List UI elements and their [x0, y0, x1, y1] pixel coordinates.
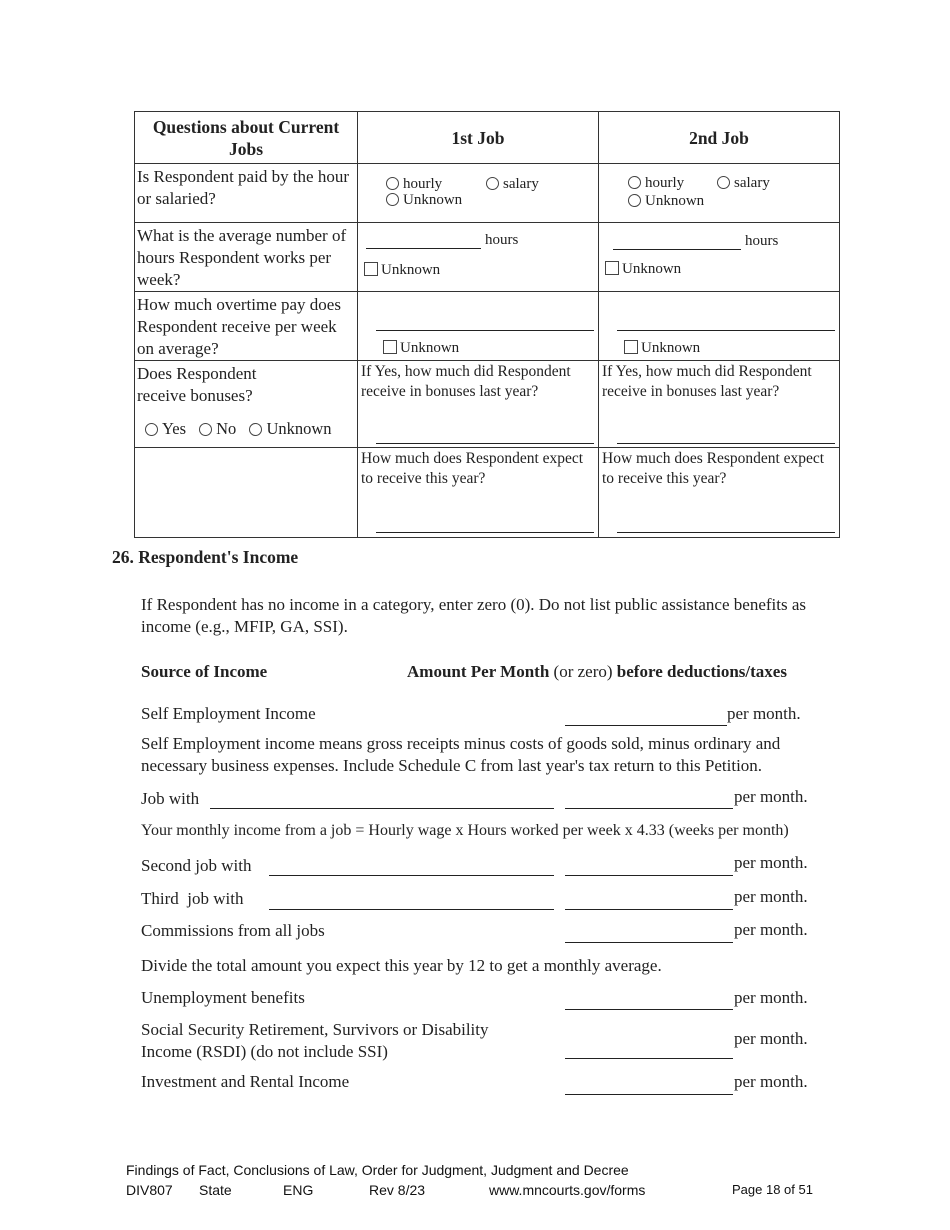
job2-overtime-cell	[599, 292, 840, 361]
per-month-label: per month.	[734, 920, 808, 939]
job2-salary-radio[interactable]: salary	[717, 174, 770, 192]
checkbox-icon	[364, 262, 378, 276]
job1-unknown-radio[interactable]: Unknown	[386, 191, 462, 209]
per-month-label: per month.	[734, 988, 808, 1007]
commissions-label: Commissions from all jobs	[141, 921, 325, 940]
per-month-label: per month.	[734, 1029, 808, 1048]
radio-icon	[145, 423, 158, 436]
job2-overtime-unknown-checkbox[interactable]: Unknown	[624, 339, 700, 357]
footer-url[interactable]: www.mncourts.gov/forms	[489, 1182, 646, 1198]
per-month-label: per month.	[734, 787, 808, 806]
unemployment-amount-input[interactable]	[565, 1009, 733, 1010]
footer-state: State	[199, 1182, 232, 1198]
section-intro: If Respondent has no income in a category, enter zero (0). Do not list public assistance benefits as income (e.g., MFIP, GA, SSI).	[141, 595, 807, 636]
question-bonuses: Does Respondent receive bonuses?	[137, 364, 257, 405]
footer-title: Findings of Fact, Conclusions of Law, Order for Judgment, Judgment and Decree	[126, 1162, 629, 1178]
job1-hours-unknown-checkbox[interactable]: Unknown	[364, 261, 440, 279]
rsdi-label-line2: Income (RSDI) (do not include SSI)	[141, 1042, 388, 1061]
section-title: 26. Respondent's Income	[112, 547, 299, 567]
job1-bonus-last-year-label: If Yes, how much did Respondent receive in bonuses last year?	[361, 363, 571, 400]
second-job-employer-input[interactable]	[269, 875, 554, 876]
bonuses-radio-group	[145, 418, 332, 440]
job-amount-input[interactable]	[565, 808, 733, 809]
job2-hours-input[interactable]	[613, 249, 741, 250]
radio-icon	[386, 177, 399, 190]
empty-cell	[135, 448, 358, 538]
commissions-amount-input[interactable]	[565, 942, 733, 943]
investment-amount-input[interactable]	[565, 1094, 733, 1095]
per-month-label: per month.	[734, 853, 808, 872]
second-job-label: Second job with	[141, 856, 252, 875]
commissions-note: Divide the total amount you expect this year by 12 to get a monthly average.	[141, 956, 662, 975]
bonuses-unknown-radio[interactable]: Unknown	[249, 419, 331, 438]
radio-icon	[628, 194, 641, 207]
footer-page-number: Page 18 of 51	[732, 1182, 813, 1197]
current-jobs-table	[134, 111, 840, 538]
radio-icon	[717, 176, 730, 189]
job2-bonus-this-year-label: How much does Respondent expect to receive this year?	[602, 450, 825, 487]
unemployment-label: Unemployment benefits	[141, 988, 305, 1007]
job2-bonus-this-year-input[interactable]	[617, 532, 835, 533]
checkbox-icon	[605, 261, 619, 275]
job1-hours-input[interactable]	[366, 248, 481, 249]
job-income-note: Your monthly income from a job = Hourly wage x Hours worked per week x 4.33 (weeks per month)	[141, 822, 789, 839]
job-with-label: Job with	[141, 789, 200, 808]
radio-icon	[628, 176, 641, 189]
question-bonuses-cell	[135, 361, 358, 448]
job1-bonus-this-year-label: How much does Respondent expect to receive this year?	[361, 450, 584, 487]
radio-icon	[199, 423, 212, 436]
per-month-label: per month.	[734, 1072, 808, 1091]
job2-hours-unknown-checkbox[interactable]: Unknown	[605, 260, 681, 278]
self-employment-amount-input[interactable]	[565, 725, 727, 726]
footer-form-id: DIV807	[126, 1182, 173, 1198]
job1-salary-radio[interactable]: salary	[486, 175, 539, 193]
column-amount: Amount Per Month (or zero) before deductions/taxes	[407, 662, 787, 681]
third-job-amount-input[interactable]	[565, 909, 733, 910]
job2-expected-cell	[599, 448, 840, 538]
bonuses-no-radio[interactable]: No	[199, 419, 236, 438]
job1-overtime-input[interactable]	[376, 330, 594, 331]
radio-icon	[386, 193, 399, 206]
per-month-label: per month.	[734, 887, 808, 906]
third-job-label: Third job with	[141, 889, 244, 908]
job2-bonus-last-year-label: If Yes, how much did Respondent receive in bonuses last year?	[602, 363, 812, 400]
third-job-employer-input[interactable]	[269, 909, 554, 910]
job1-paid-cell	[358, 164, 599, 223]
job2-paid-cell	[599, 164, 840, 223]
self-employment-label: Self Employment Income	[141, 704, 316, 723]
job2-bonuses-cell	[599, 361, 840, 448]
question-paid: Is Respondent paid by the hour or salaried?	[135, 164, 358, 223]
per-month-label: per month.	[727, 704, 801, 723]
job-employer-input[interactable]	[210, 808, 554, 809]
question-overtime: How much overtime pay does Respondent receive per week on average?	[135, 292, 358, 361]
job1-bonuses-cell	[358, 361, 599, 448]
job2-hourly-radio[interactable]: hourly	[628, 174, 684, 192]
job1-expected-cell	[358, 448, 599, 538]
job1-overtime-cell	[358, 292, 599, 361]
investment-label: Investment and Rental Income	[141, 1072, 350, 1091]
job1-hourly-radio[interactable]: hourly	[386, 175, 442, 193]
column-source: Source of Income	[141, 662, 268, 681]
header-questions: Questions about Current Jobs	[135, 112, 358, 164]
job2-hours-unit: hours	[745, 233, 779, 249]
footer-lang: ENG	[283, 1182, 314, 1198]
job2-hours-cell	[599, 223, 840, 292]
question-hours: What is the average number of hours Respondent works per week?	[135, 223, 358, 292]
job2-bonus-last-year-input[interactable]	[617, 443, 835, 444]
header-1st-job: 1st Job	[358, 112, 599, 164]
self-employment-note: Self Employment income means gross receipts minus costs of goods sold, minus ordinary and necessary business expenses. Include Schedule C from last year's tax return to this Petition.	[141, 734, 781, 775]
job1-bonus-this-year-input[interactable]	[376, 532, 594, 533]
bonuses-yes-radio[interactable]: Yes	[145, 419, 186, 438]
radio-icon	[249, 423, 262, 436]
job2-unknown-radio[interactable]: Unknown	[628, 192, 704, 210]
job1-hours-cell	[358, 223, 599, 292]
job1-overtime-unknown-checkbox[interactable]: Unknown	[383, 339, 459, 357]
rsdi-label-line1: Social Security Retirement, Survivors or Disability	[141, 1020, 489, 1039]
job1-bonus-last-year-input[interactable]	[376, 443, 594, 444]
job2-overtime-input[interactable]	[617, 330, 835, 331]
checkbox-icon	[383, 340, 397, 354]
rsdi-amount-input[interactable]	[565, 1058, 733, 1059]
job1-hours-unit: hours	[485, 232, 519, 248]
footer-rev: Rev 8/23	[369, 1182, 426, 1198]
checkbox-icon	[624, 340, 638, 354]
header-2nd-job: 2nd Job	[599, 112, 840, 164]
second-job-amount-input[interactable]	[565, 875, 733, 876]
radio-icon	[486, 177, 499, 190]
